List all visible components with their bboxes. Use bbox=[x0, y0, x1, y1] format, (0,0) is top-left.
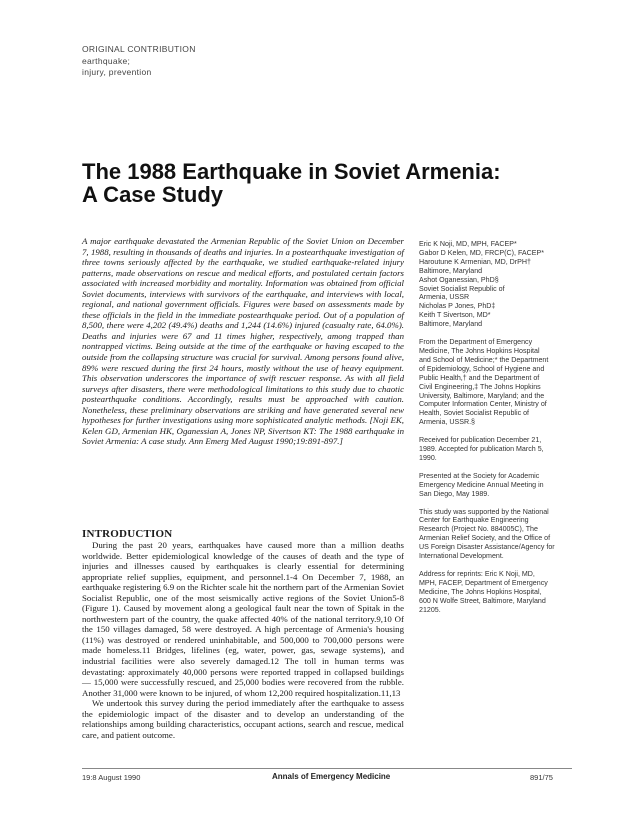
footer-journal: Annals of Emergency Medicine bbox=[272, 772, 391, 781]
presented-line: San Diego, May 1989. bbox=[419, 489, 490, 498]
article-title bbox=[82, 160, 562, 206]
received-note bbox=[419, 436, 569, 463]
received-line: 1990. bbox=[419, 453, 437, 462]
reprints-line: Address for reprints: Eric K Noji, MD, bbox=[419, 570, 535, 578]
affiliation-note bbox=[419, 338, 569, 427]
funding-line: US Foreign Disaster Assistance/Agency for bbox=[419, 543, 555, 552]
section-heading: INTRODUCTION bbox=[82, 528, 173, 540]
author-line: Baltimore, Maryland bbox=[419, 266, 483, 275]
author-line: Armenia, USSR bbox=[419, 293, 470, 302]
author-line: Soviet Socialist Republic of bbox=[419, 284, 505, 293]
affiliation-line: University, Baltimore, Maryland; and the bbox=[419, 391, 545, 400]
affiliation-line: From the Department of Emergency bbox=[419, 338, 533, 347]
introduction-body bbox=[82, 540, 404, 740]
category-label: ORIGINAL CONTRIBUTION bbox=[82, 44, 196, 54]
funding-line: International Development. bbox=[419, 552, 504, 561]
article-sidebar bbox=[419, 240, 569, 624]
affiliation-line: Armenia, USSR.§ bbox=[419, 418, 475, 427]
received-line: Received for publication December 21, bbox=[419, 436, 542, 445]
reprints-line: 600 N Wolfe Street, Baltimore, Maryland bbox=[419, 596, 546, 605]
abstract: A major earthquake devastated the Armenian Republic of the Soviet Union on December 7, 1988, resulting in thousands of deaths and injuries. In a postearthquake investigation of three towns seriously affected by the earthquake, we studied earthquake-related injury patterns, made observations on rescue and medical efforts, and postulated certain factors associated with increased morbidity and mortality. Information was obtained from official Soviet documents, interviews with survivors of the earthquake, and interviews with local, regional, and national government officials. Figures were based on assessments made by these officials in the field in the immediate postearthquake period. Out of a population of 8,500, there were 4,202 (49.4%) deaths and 1,244 (14.6%) injured (casualty rate, 64.0%). Deaths and injuries were 67 and 11 times higher, respectively, among trapped than nontrapped victims. Being outside at the time of the earthquake or having escaped to the outside from the collapsing structure was crucial for survival. Among persons found alive, 89% were rescued during the first 24 hours, mostly without the use of heavy equipment. This observation underscores the importance of swift rescuer response. As with all field surveys after disasters, there were methodological limitations to this study due to chaotic postearthquake conditions. Accordingly, results must be approached with caution. Nonetheless, these preliminary observations are striking and have generated several new hypotheses for further investigations using more sophisticated analytic methods. [Noji EK, Kelen GD, Armenian HK, Oganessian A, Jones NP, Sivertson KT: The 1988 earthquake in Soviet Armenia: A case study. Ann Emerg Med August 1990;19:891-897.] bbox=[82, 236, 404, 447]
funding-line: Armenian Relief Society, and the Office of bbox=[419, 534, 551, 543]
affiliation-line: Civil Engineering,‡ The Johns Hopkins bbox=[419, 382, 541, 391]
funding-line: Research (Project No. 884005C), The bbox=[419, 525, 538, 534]
reprints-line: MPH, FACEP, Department of Emergency bbox=[419, 578, 548, 587]
author-line: Keith T Sivertson, MD* bbox=[419, 311, 491, 320]
footer-issue: 19:8 August 1990 bbox=[82, 773, 141, 782]
funding-line: This study was supported by the National bbox=[419, 507, 549, 516]
body-paragraph: During the past 20 years, earthquakes have caused more than a million deaths worldwide. Better epidemiological knowledge of the causes of death and the type of injuries and illnesses caused by earthquakes is clearly essential for determining appropriate relief supplies, equipment, and personnel.1-4 On December 7, 1988, an earthquake registering 6.9 on the Richter scale hit the northern part of the Armenian Soviet Socialist Republic, one of the most seismically active regions of the Soviet Union5-8 (Figure 1). Caused by movement along a geological fault near the town of Spitak in the northwestern part of the country, the quake affected 40% of the national territory.9,10 Of the 150 villages damaged, 58 were destroyed. A high percentage of Armenia's housing (11%) was destroyed or rendered uninhabitable, and 500,000 to 700,000 persons were made homeless.11 Bridges, lifelines (eg, water, power, gas, sewage systems), and industrial facilities were also severely damaged.12 The toll in human terms was devastating: approximately 40,000 persons were reported trapped in collapsed buildings — 15,000 were successfully rescued, and 25,000 bodies were recovered from the rubble. Another 31,000 were known to be injured, of whom 12,200 required hospitalization.11,13 bbox=[82, 540, 404, 698]
funding-line: Center for Earthquake Engineering bbox=[419, 516, 529, 525]
body-paragraph: We undertook this survey during the period immediately after the earthquake to assess the epidemiologic impact of the disaster and to develop an understanding of the relationships among building characteristics, occupant actions, search and rescue, medical care, and patient outcome. bbox=[82, 698, 404, 740]
reprints-line: Medicine, The Johns Hopkins Hospital, bbox=[419, 587, 542, 596]
footer-page-number: 891/75 bbox=[530, 773, 553, 782]
footer-divider bbox=[82, 768, 572, 769]
title-line: A Case Study bbox=[82, 182, 224, 207]
affiliation-line: of Epidemiology, School of Hygiene and bbox=[419, 364, 545, 373]
author-line: Eric K Noji, MD, MPH, FACEP* bbox=[419, 240, 517, 248]
title-line: The 1988 Earthquake in Soviet Armenia: bbox=[82, 159, 501, 184]
author-line: Haroutune K Armenian, MD, DrPH† bbox=[419, 257, 531, 266]
affiliation-line: Medicine, The Johns Hopkins Hospital bbox=[419, 346, 540, 355]
presented-note bbox=[419, 472, 569, 499]
affiliation-line: Public Health,† and the Department of bbox=[419, 373, 540, 382]
article-category bbox=[82, 44, 342, 79]
affiliation-line: and School of Medicine;* the Department bbox=[419, 355, 549, 364]
affiliation-line: Computer Information Center, Ministry of bbox=[419, 400, 547, 409]
author-list bbox=[419, 240, 569, 329]
keyword-line: injury, prevention bbox=[82, 67, 152, 77]
author-line: Baltimore, Maryland bbox=[419, 320, 483, 329]
presented-line: Presented at the Society for Academic bbox=[419, 471, 540, 480]
affiliation-line: Health, Soviet Socialist Republic of bbox=[419, 409, 530, 418]
author-line: Gabor D Kelen, MD, FRCP(C), FACEP* bbox=[419, 248, 544, 257]
funding-note bbox=[419, 508, 569, 561]
received-line: 1989. Accepted for publication March 5, bbox=[419, 445, 544, 454]
author-line: Ashot Oganessian, PhD§ bbox=[419, 275, 499, 284]
keyword-line: earthquake; bbox=[82, 55, 131, 66]
reprints-line: 21205. bbox=[419, 605, 441, 614]
reprints-note bbox=[419, 570, 569, 615]
author-line: Nicholas P Jones, PhD‡ bbox=[419, 302, 496, 311]
presented-line: Emergency Medicine Annual Meeting in bbox=[419, 480, 544, 489]
